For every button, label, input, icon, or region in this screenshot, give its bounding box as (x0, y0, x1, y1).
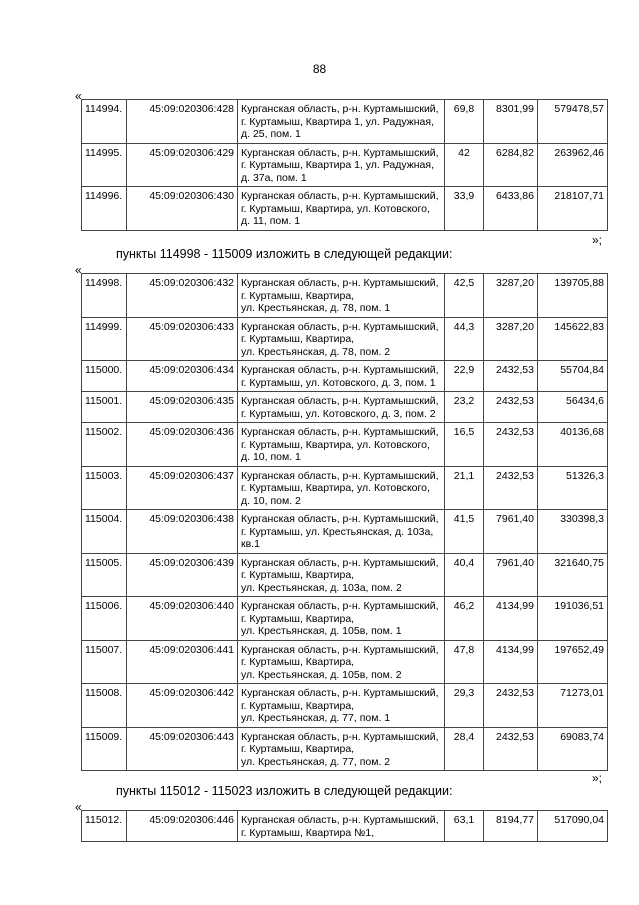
address-line: Курганская область, р-н. Куртамышский, (241, 513, 439, 525)
table-row (82, 553, 608, 597)
cadastral-cost: 191036,51 (538, 597, 608, 641)
address-line: Курганская область, р-н. Куртамышский, (241, 556, 439, 569)
section-intro: пункты 114998 - 115009 изложить в следующей редакции: (116, 247, 453, 261)
address-line: ул. Крестьянская, д. 77, пом. 2 (241, 755, 391, 768)
cadastral-number: 45:09:020306:429 (127, 143, 238, 187)
cadastral-cost: 40136,68 (538, 423, 608, 467)
cadastral-cost: 145622,83 (538, 317, 608, 361)
specific-value: 6284,82 (484, 143, 538, 187)
table-row (82, 100, 608, 144)
page-number: 88 (312, 62, 327, 76)
cadastral-cost: 321640,75 (538, 553, 608, 597)
registry-table (81, 810, 608, 842)
address-cell (238, 187, 445, 231)
cadastral-cost: 517090,04 (538, 811, 608, 842)
address-line: г. Куртамыш, ул. Котовского, д. 3, пом. 2 (241, 407, 436, 420)
address-cell (238, 100, 445, 144)
cadastral-number: 45:09:020306:436 (127, 423, 238, 467)
table-row (82, 597, 608, 641)
table-row (82, 274, 608, 318)
address-line: Курганская область, р-н. Куртамышский, (241, 469, 439, 482)
area-value: 46,2 (445, 597, 484, 641)
area-value: 47,8 (445, 640, 484, 684)
table-row (82, 423, 608, 467)
row-number: 114999. (82, 317, 127, 361)
address-cell (238, 423, 445, 467)
address-line: г. Куртамыш, Квартира 1, ул. Радужная, (241, 115, 434, 128)
specific-value: 2432,53 (484, 423, 538, 467)
row-number: 115005. (82, 553, 127, 597)
address-line: Курганская область, р-н. Куртамышский, (241, 103, 439, 115)
close-quote: »; (592, 771, 603, 785)
area-value: 42,5 (445, 274, 484, 318)
address-line: г. Куртамыш, Квартира, (241, 289, 355, 302)
cadastral-number: 45:09:020306:440 (127, 597, 238, 641)
registry-table (81, 273, 608, 771)
cadastral-number: 45:09:020306:430 (127, 187, 238, 231)
cadastral-cost: 69083,74 (538, 727, 608, 771)
table-row (82, 317, 608, 361)
specific-value: 4134,99 (484, 640, 538, 684)
address-line: Курганская область, р-н. Куртамышский, (241, 364, 439, 376)
specific-value: 4134,99 (484, 597, 538, 641)
address-cell (238, 361, 445, 392)
address-line: г. Куртамыш, Квартира, (241, 699, 355, 712)
address-cell (238, 143, 445, 187)
row-number: 115012. (82, 811, 127, 842)
cadastral-cost: 218107,71 (538, 187, 608, 231)
cadastral-cost: 51326,3 (538, 466, 608, 510)
address-line: г. Куртамыш, Квартира, (241, 569, 355, 581)
specific-value: 2432,53 (484, 727, 538, 771)
area-value: 44,3 (445, 317, 484, 361)
cadastral-cost: 56434,6 (538, 392, 608, 423)
area-value: 33,9 (445, 187, 484, 231)
row-number: 115007. (82, 640, 127, 684)
address-cell (238, 597, 445, 641)
address-cell (238, 466, 445, 510)
address-line: Курганская область, р-н. Куртамышский, (241, 146, 439, 159)
table-row (82, 640, 608, 684)
specific-value: 3287,20 (484, 317, 538, 361)
cadastral-number: 45:09:020306:441 (127, 640, 238, 684)
table-row (82, 684, 608, 728)
specific-value: 2432,53 (484, 361, 538, 392)
cadastral-number: 45:09:020306:434 (127, 361, 238, 392)
address-cell (238, 811, 445, 842)
area-value: 22,9 (445, 361, 484, 392)
table-row (82, 392, 608, 423)
row-number: 114995. (82, 143, 127, 187)
cadastral-number: 45:09:020306:433 (127, 317, 238, 361)
address-line: ул. Крестьянская, д. 78, пом. 2 (241, 345, 391, 358)
address-cell (238, 727, 445, 771)
area-value: 63,1 (445, 811, 484, 842)
row-number: 115009. (82, 727, 127, 771)
address-line: Курганская область, р-н. Куртамышский, (241, 687, 439, 699)
address-line: г. Куртамыш, Квартира №1, (241, 826, 375, 839)
specific-value: 8301,99 (484, 100, 538, 144)
specific-value: 7961,40 (484, 510, 538, 554)
specific-value: 2432,53 (484, 466, 538, 510)
registry-table (81, 99, 608, 231)
area-value: 69,8 (445, 100, 484, 144)
cadastral-cost: 330398,3 (538, 510, 608, 554)
address-line: д. 10, пом. 2 (241, 494, 301, 507)
address-line: г. Куртамыш, Квартира, (241, 612, 355, 625)
open-quote: « (75, 263, 82, 277)
specific-value: 3287,20 (484, 274, 538, 318)
row-number: 115004. (82, 510, 127, 554)
row-number: 115002. (82, 423, 127, 467)
address-line: г. Куртамыш, Квартира, ул. Котовского, (241, 202, 430, 215)
address-line: г. Куртамыш, Квартира, (241, 656, 355, 668)
area-value: 41,5 (445, 510, 484, 554)
table-row (82, 727, 608, 771)
section-intro: пункты 115012 - 115023 изложить в следующей редакции: (116, 784, 453, 798)
row-number: 115008. (82, 684, 127, 728)
cadastral-number: 45:09:020306:442 (127, 684, 238, 728)
address-line: г. Куртамыш, Квартира, ул. Котовского, (241, 438, 430, 451)
area-value: 16,5 (445, 423, 484, 467)
specific-value: 2432,53 (484, 684, 538, 728)
close-quote: »; (592, 233, 603, 247)
address-line: Курганская область, р-н. Куртамышский, (241, 643, 439, 656)
cadastral-number: 45:09:020306:438 (127, 510, 238, 554)
cadastral-cost: 71273,01 (538, 684, 608, 728)
row-number: 115001. (82, 392, 127, 423)
row-number: 114998. (82, 274, 127, 318)
cadastral-number: 45:09:020306:443 (127, 727, 238, 771)
specific-value: 7961,40 (484, 553, 538, 597)
specific-value: 6433,86 (484, 187, 538, 231)
cadastral-cost: 579478,57 (538, 100, 608, 144)
address-line: д. 37а, пом. 1 (241, 171, 307, 184)
area-value: 28,4 (445, 727, 484, 771)
table-row (82, 143, 608, 187)
address-line: Курганская область, р-н. Куртамышский, (241, 426, 439, 438)
cadastral-cost: 263962,46 (538, 143, 608, 187)
cadastral-number: 45:09:020306:428 (127, 100, 238, 144)
cadastral-number: 45:09:020306:432 (127, 274, 238, 318)
address-line: г. Куртамыш, ул. Котовского, д. 3, пом. 1 (241, 376, 436, 389)
row-number: 114994. (82, 100, 127, 144)
address-cell (238, 510, 445, 554)
address-cell (238, 684, 445, 728)
specific-value: 2432,53 (484, 392, 538, 423)
specific-value: 8194,77 (484, 811, 538, 842)
table-row (82, 466, 608, 510)
address-line: ул. Крестьянская, д. 105в, пом. 1 (241, 625, 402, 637)
area-value: 42 (445, 143, 484, 187)
address-line: д. 10, пом. 1 (241, 451, 301, 463)
cadastral-number: 45:09:020306:435 (127, 392, 238, 423)
address-line: кв.1 (241, 538, 260, 550)
row-number: 114996. (82, 187, 127, 231)
address-line: Курганская область, р-н. Куртамышский, (241, 190, 439, 202)
address-line: Курганская область, р-н. Куртамышский, (241, 814, 439, 826)
address-line: г. Куртамыш, Квартира, (241, 333, 355, 345)
open-quote: « (75, 800, 82, 814)
address-line: ул. Крестьянская, д. 77, пом. 1 (241, 712, 391, 724)
table-row (82, 187, 608, 231)
address-line: ул. Крестьянская, д. 78, пом. 1 (241, 302, 391, 314)
table-row (82, 510, 608, 554)
address-line: ул. Крестьянская, д. 103а, пом. 2 (241, 581, 402, 594)
address-line: ул. Крестьянская, д. 105в, пом. 2 (241, 668, 402, 681)
address-line: Курганская область, р-н. Куртамышский, (241, 730, 439, 743)
address-line: г. Куртамыш, Квартира, (241, 743, 355, 755)
address-line: г. Куртамыш, ул. Крестьянская, д. 103а, (241, 525, 434, 538)
area-value: 29,3 (445, 684, 484, 728)
address-cell (238, 274, 445, 318)
address-cell (238, 640, 445, 684)
address-cell (238, 553, 445, 597)
cadastral-number: 45:09:020306:446 (127, 811, 238, 842)
address-line: Курганская область, р-н. Куртамышский, (241, 320, 439, 333)
address-cell (238, 392, 445, 423)
row-number: 115000. (82, 361, 127, 392)
address-line: Курганская область, р-н. Куртамышский, (241, 600, 439, 612)
row-number: 115006. (82, 597, 127, 641)
table-row (82, 811, 608, 842)
address-line: Курганская область, р-н. Куртамышский, (241, 277, 439, 289)
address-line: г. Куртамыш, Квартира, ул. Котовского, (241, 482, 430, 494)
address-cell (238, 317, 445, 361)
cadastral-number: 45:09:020306:437 (127, 466, 238, 510)
row-number: 115003. (82, 466, 127, 510)
cadastral-cost: 139705,88 (538, 274, 608, 318)
address-line: д. 11, пом. 1 (241, 215, 301, 227)
area-value: 23,2 (445, 392, 484, 423)
area-value: 40,4 (445, 553, 484, 597)
open-quote: « (75, 89, 82, 103)
address-line: Курганская область, р-н. Куртамышский, (241, 395, 439, 407)
area-value: 21,1 (445, 466, 484, 510)
cadastral-number: 45:09:020306:439 (127, 553, 238, 597)
table-row (82, 361, 608, 392)
cadastral-cost: 197652,49 (538, 640, 608, 684)
cadastral-cost: 55704,84 (538, 361, 608, 392)
address-line: г. Куртамыш, Квартира 1, ул. Радужная, (241, 159, 434, 171)
address-line: д. 25, пом. 1 (241, 128, 301, 140)
